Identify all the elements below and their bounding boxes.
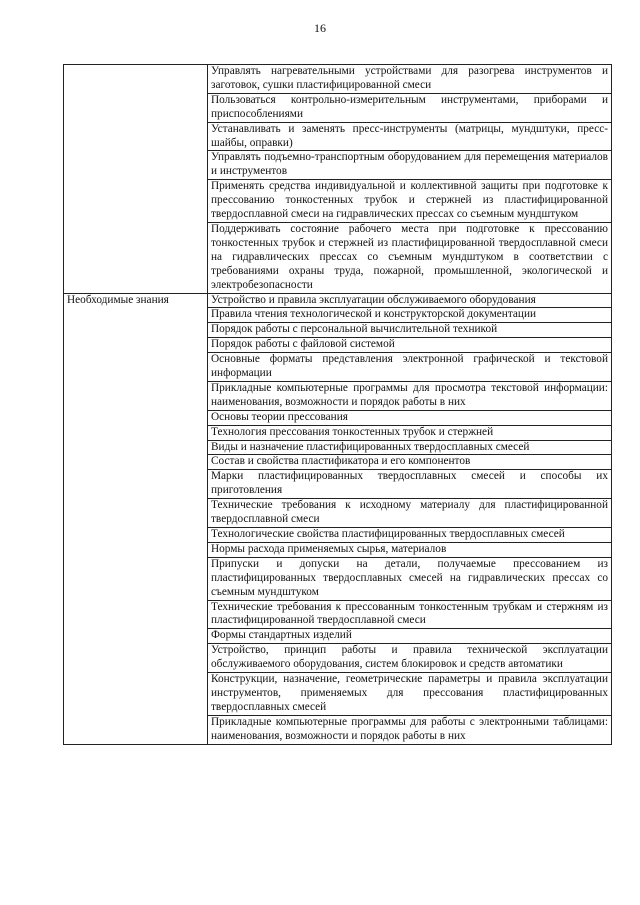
table-cell: Технология прессования тонкостенных трубок и стержней [208,425,612,440]
table-cell: Технологические свойства пластифицированных твердосплавных смесей [208,528,612,543]
table-cell: Формы стандартных изделий [208,629,612,644]
table-cell: Основные форматы представления электронной графической и текстовой информации [208,353,612,382]
table-cell: Устройство, принцип работы и правила технической эксплуатации обслуживаемого оборудования, систем блокировок и средств автоматики [208,644,612,673]
table-cell: Конструкции, назначение, геометрические параметры и правила эксплуатации инструментов, применяемых для прессования пластифицированных твердосплавных смесей [208,673,612,716]
table-cell: Припуски и допуски на детали, получаемые прессованием из пластифицированных твердосплавных смесей на гидравлических прессах со съемным мундштуком [208,557,612,600]
table-cell: Прикладные компьютерные программы для работы с электронными таблицами: наименования, возможности и порядок работы в них [208,715,612,744]
section-label-knowledge: Необходимые знания [64,293,208,744]
table-cell: Марки пластифицированных твердосплавных смесей и способы их приготовления [208,470,612,499]
table-row [64,293,612,308]
table-cell: Порядок работы с файловой системой [208,338,612,353]
table-cell: Управлять нагревательными устройствами для разогрева инструментов и заготовок, сушки пластифицированной смеси [208,65,612,94]
table-cell: Применять средства индивидуальной и коллективной защиты при подготовке к прессованию тонкостенных трубок и стержней из пластифицированной твердосплавной смеси на гидравлических прессах со съемным мундштуком [208,180,612,223]
table-cell: Устанавливать и заменять пресс-инструменты (матрицы, мундштуки, пресс-шайбы, оправки) [208,122,612,151]
table-cell: Основы теории прессования [208,410,612,425]
requirements-table [63,64,612,745]
table-cell: Технические требования к прессованным тонкостенным трубкам и стержням из пластифицированной твердосплавной смеси [208,600,612,629]
section-label-skills [64,65,208,294]
table-cell: Виды и назначение пластифицированных твердосплавных смесей [208,440,612,455]
table-cell: Нормы расхода применяемых сырья, материалов [208,542,612,557]
table-cell: Поддерживать состояние рабочего места при подготовке к прессованию тонкостенных трубок и стержней из пластифицированной твердосплавной смеси на гидравлических прессах со съемным мундштуком в соответствии с требованиями охраны труда, пожарной, промышленной, экологической и электробезопасности [208,222,612,293]
table-cell: Правила чтения технологической и конструкторской документации [208,308,612,323]
table-cell: Технические требования к исходному материалу для пластифицированной твердосплавной смеси [208,499,612,528]
table-cell: Порядок работы с персональной вычислительной техникой [208,323,612,338]
table-cell: Управлять подъемно-транспортным оборудованием для перемещения материалов и инструментов [208,151,612,180]
table-cell: Прикладные компьютерные программы для просмотра текстовой информации: наименования, возможности и порядок работы в них [208,381,612,410]
table-cell: Устройство и правила эксплуатации обслуживаемого оборудования [208,293,612,308]
table-cell: Состав и свойства пластификатора и его компонентов [208,455,612,470]
table-cell: Пользоваться контрольно-измерительным инструментами, приборами и приспособлениями [208,93,612,122]
table-row [64,65,612,94]
page-number: 16 [314,21,326,35]
